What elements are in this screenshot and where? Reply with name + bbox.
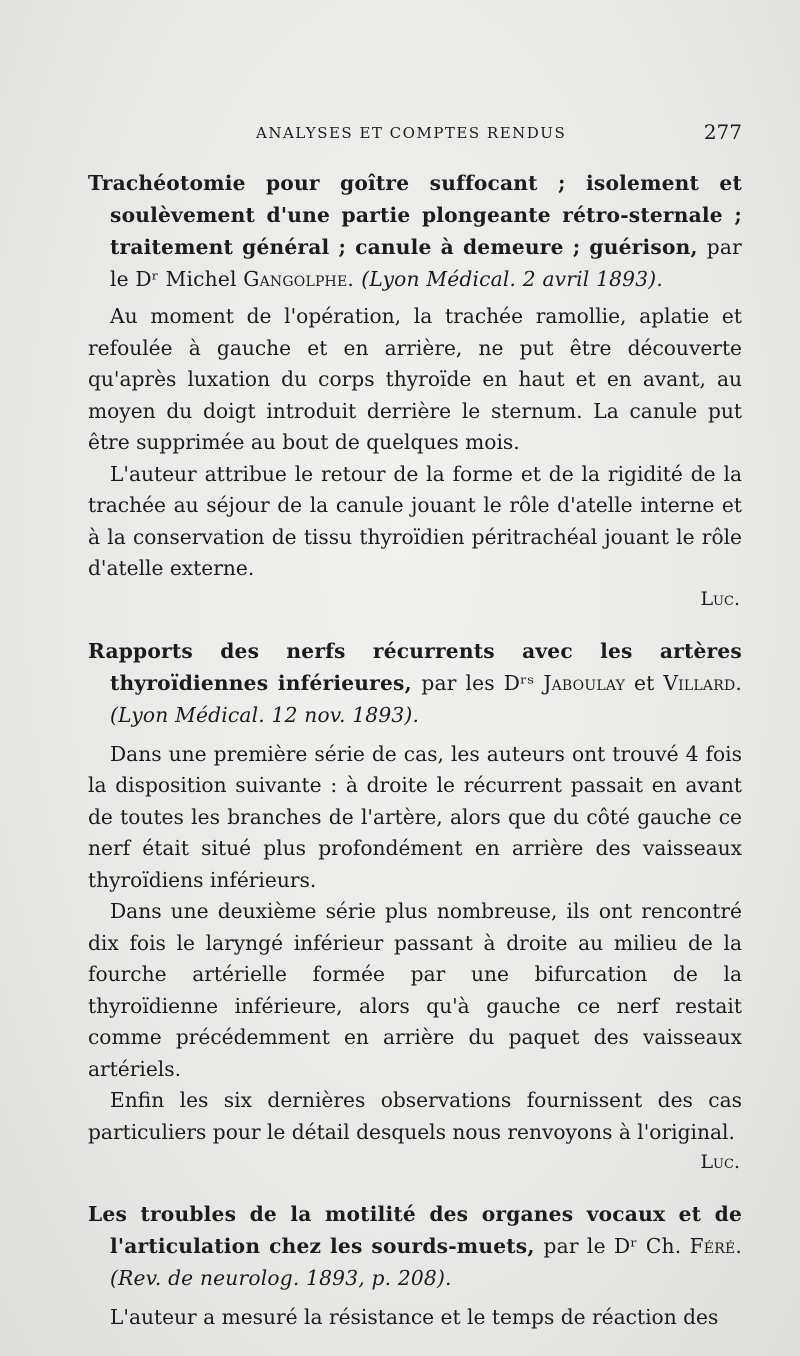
signature: Luc. bbox=[700, 1151, 740, 1173]
article-source: (Lyon Médical. 2 avril 1893). bbox=[361, 267, 663, 291]
article-sourds-muets bbox=[88, 1198, 742, 1334]
article-heading bbox=[88, 635, 742, 731]
byline-joiner: et bbox=[633, 670, 655, 695]
article-source: (Rev. de neurolog. 1893, p. 208). bbox=[110, 1266, 452, 1290]
article-title: Les troubles de la motilité des organes vocaux et de l'articulation chez les sourds-muets, bbox=[88, 1202, 742, 1258]
paragraph: L'auteur a mesuré la résistance et le temps de réaction des bbox=[110, 1305, 719, 1329]
article-source: (Lyon Médical. 12 nov. 1893). bbox=[110, 702, 420, 727]
paragraph: Dans une deuxième série plus nombreuse, ils ont rencontré dix fois le laryngé inférieur passant à droite au milieu de la fourche artérielle formée par une bifurcation de la thyroïdienne inférieure, alors qu'à gauche ce nerf restait comme précédemment en arrière du paquet des vaisseaux artériels. bbox=[88, 899, 742, 1081]
running-title: ANALYSES ET COMPTES RENDUS bbox=[256, 124, 567, 142]
page-body bbox=[88, 167, 742, 1334]
paragraph: Dans une première série de cas, les auteurs ont trouvé 4 fois la disposition suivante : à droite le récurrent passait en avant de toutes les branches de l'artère, alors que du côté gauche ce nerf était situé plus profondément en arrière des vaisseaux thyroïdiens inférieurs. bbox=[88, 741, 742, 892]
article-byline bbox=[543, 1234, 742, 1258]
byline-prefix: par le Dʳ Ch. bbox=[543, 1234, 682, 1258]
article-title: Rapports des nerfs récurrents avec les artères thyroïdiennes inférieures, bbox=[88, 638, 742, 695]
byline-prefix: par les Dʳˢ bbox=[421, 670, 535, 695]
article-byline bbox=[421, 671, 742, 695]
author-name: Jaboulay bbox=[543, 670, 626, 695]
paragraph: L'auteur attribue le retour de la forme et de la rigidité de la trachée au séjour de la canule jouant le rôle d'atelle interne et à la conservation de tissu thyroïdien péritrachéal jouant le rôle d'atelle externe. bbox=[88, 461, 742, 580]
article-title: Trachéotomie pour goître suffocant ; isolement et soulèvement d'une partie plongeante rétro-sternale ; traitement général ; canule à demeure ; guérison, bbox=[88, 171, 742, 259]
paragraph: Enfin les six dernières observations fournissent des cas particuliers pour le détail desquels nous renvoyons à l'original. bbox=[88, 1088, 742, 1144]
article-tracheotomie bbox=[88, 167, 742, 613]
article-heading bbox=[88, 1198, 742, 1294]
author-name: Gangolphe. bbox=[243, 267, 355, 291]
article-nerfs-recurrents bbox=[88, 635, 742, 1177]
page-number: 277 bbox=[703, 120, 742, 144]
article-heading bbox=[88, 167, 742, 295]
author-name-2: Villard. bbox=[663, 670, 742, 695]
running-header bbox=[88, 120, 742, 148]
author-name: Féré. bbox=[689, 1234, 742, 1258]
paragraph: Au moment de l'opération, la trachée ramollie, aplatie et refoulée à gauche et en arrière, ne put être découverte qu'après luxation du corps thyroïde en haut et en avant, au moyen du doigt introduit derrière le sternum. La canule put être supprimée au bout de quelques mois. bbox=[88, 304, 742, 454]
byline-prefix: par le Dʳ Michel bbox=[110, 235, 742, 291]
signature: Luc. bbox=[700, 587, 740, 610]
